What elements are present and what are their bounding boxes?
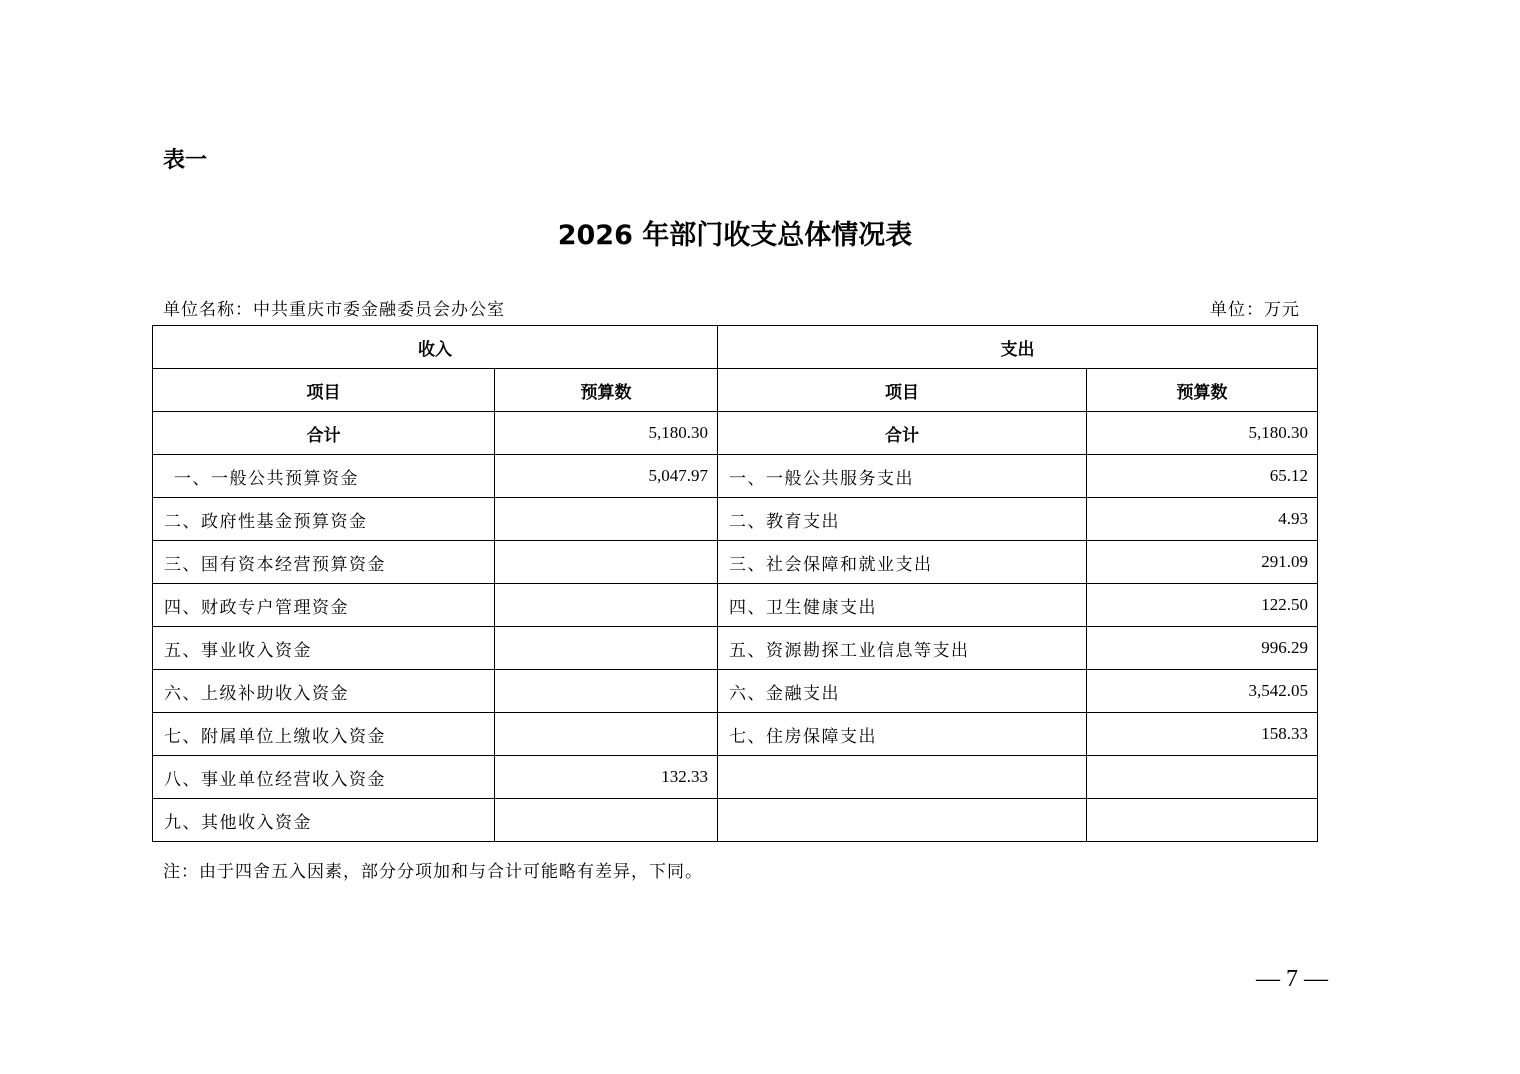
budget-table bbox=[152, 325, 1318, 842]
expense-header: 支出 bbox=[718, 326, 1318, 369]
expense-item bbox=[718, 756, 1087, 799]
table-label: 表一 bbox=[163, 148, 208, 173]
table-row bbox=[153, 627, 1318, 670]
income-budget-header: 预算数 bbox=[495, 369, 718, 412]
column-header-row bbox=[153, 369, 1318, 412]
expense-item bbox=[718, 799, 1087, 842]
income-value: 132.33 bbox=[495, 756, 718, 799]
income-total-label: 合计 bbox=[153, 412, 495, 455]
expense-value: 291.09 bbox=[1087, 541, 1318, 584]
income-value bbox=[495, 584, 718, 627]
total-row bbox=[153, 412, 1318, 455]
table-row bbox=[153, 713, 1318, 756]
income-value bbox=[495, 799, 718, 842]
income-item: 七、附属单位上缴收入资金 bbox=[153, 713, 495, 756]
income-value: 5,047.97 bbox=[495, 455, 718, 498]
table-row bbox=[153, 455, 1318, 498]
income-item: 五、事业收入资金 bbox=[153, 627, 495, 670]
expense-total-value: 5,180.30 bbox=[1087, 412, 1318, 455]
table-row bbox=[153, 670, 1318, 713]
income-value bbox=[495, 541, 718, 584]
table-row bbox=[153, 799, 1318, 842]
expense-item: 三、社会保障和就业支出 bbox=[718, 541, 1087, 584]
expense-item: 七、住房保障支出 bbox=[718, 713, 1087, 756]
income-item: 九、其他收入资金 bbox=[153, 799, 495, 842]
expense-item-header: 项目 bbox=[718, 369, 1087, 412]
expense-value: 158.33 bbox=[1087, 713, 1318, 756]
income-value bbox=[495, 670, 718, 713]
expense-value: 3,542.05 bbox=[1087, 670, 1318, 713]
unit-name: 单位名称：中共重庆市委金融委员会办公室 bbox=[163, 300, 505, 320]
expense-value: 65.12 bbox=[1087, 455, 1318, 498]
expense-item: 六、金融支出 bbox=[718, 670, 1087, 713]
expense-item: 四、卫生健康支出 bbox=[718, 584, 1087, 627]
income-item: 四、财政专户管理资金 bbox=[153, 584, 495, 627]
income-item: 八、事业单位经营收入资金 bbox=[153, 756, 495, 799]
income-item-header: 项目 bbox=[153, 369, 495, 412]
unit-label: 单位：万元 bbox=[1210, 300, 1300, 320]
income-header: 收入 bbox=[153, 326, 718, 369]
expense-value bbox=[1087, 756, 1318, 799]
income-value bbox=[495, 498, 718, 541]
expense-value: 122.50 bbox=[1087, 584, 1318, 627]
income-item: 三、国有资本经营预算资金 bbox=[153, 541, 495, 584]
table-row bbox=[153, 584, 1318, 627]
page-title: 2026 年部门收支总体情况表 bbox=[557, 220, 913, 251]
page-number: — 7 — bbox=[1256, 966, 1328, 992]
income-item: 一、一般公共预算资金 bbox=[153, 455, 495, 498]
footnote: 注：由于四舍五入因素，部分分项加和与合计可能略有差异，下同。 bbox=[163, 862, 703, 882]
expense-total-label: 合计 bbox=[718, 412, 1087, 455]
expense-value: 996.29 bbox=[1087, 627, 1318, 670]
expense-value: 4.93 bbox=[1087, 498, 1318, 541]
income-total-value: 5,180.30 bbox=[495, 412, 718, 455]
income-item: 六、上级补助收入资金 bbox=[153, 670, 495, 713]
table-row bbox=[153, 756, 1318, 799]
expense-item: 一、一般公共服务支出 bbox=[718, 455, 1087, 498]
expense-value bbox=[1087, 799, 1318, 842]
expense-item: 二、教育支出 bbox=[718, 498, 1087, 541]
expense-item: 五、资源勘探工业信息等支出 bbox=[718, 627, 1087, 670]
table-row bbox=[153, 541, 1318, 584]
expense-budget-header: 预算数 bbox=[1087, 369, 1318, 412]
table-row bbox=[153, 498, 1318, 541]
income-item: 二、政府性基金预算资金 bbox=[153, 498, 495, 541]
income-value bbox=[495, 627, 718, 670]
income-value bbox=[495, 713, 718, 756]
section-header-row bbox=[153, 326, 1318, 369]
